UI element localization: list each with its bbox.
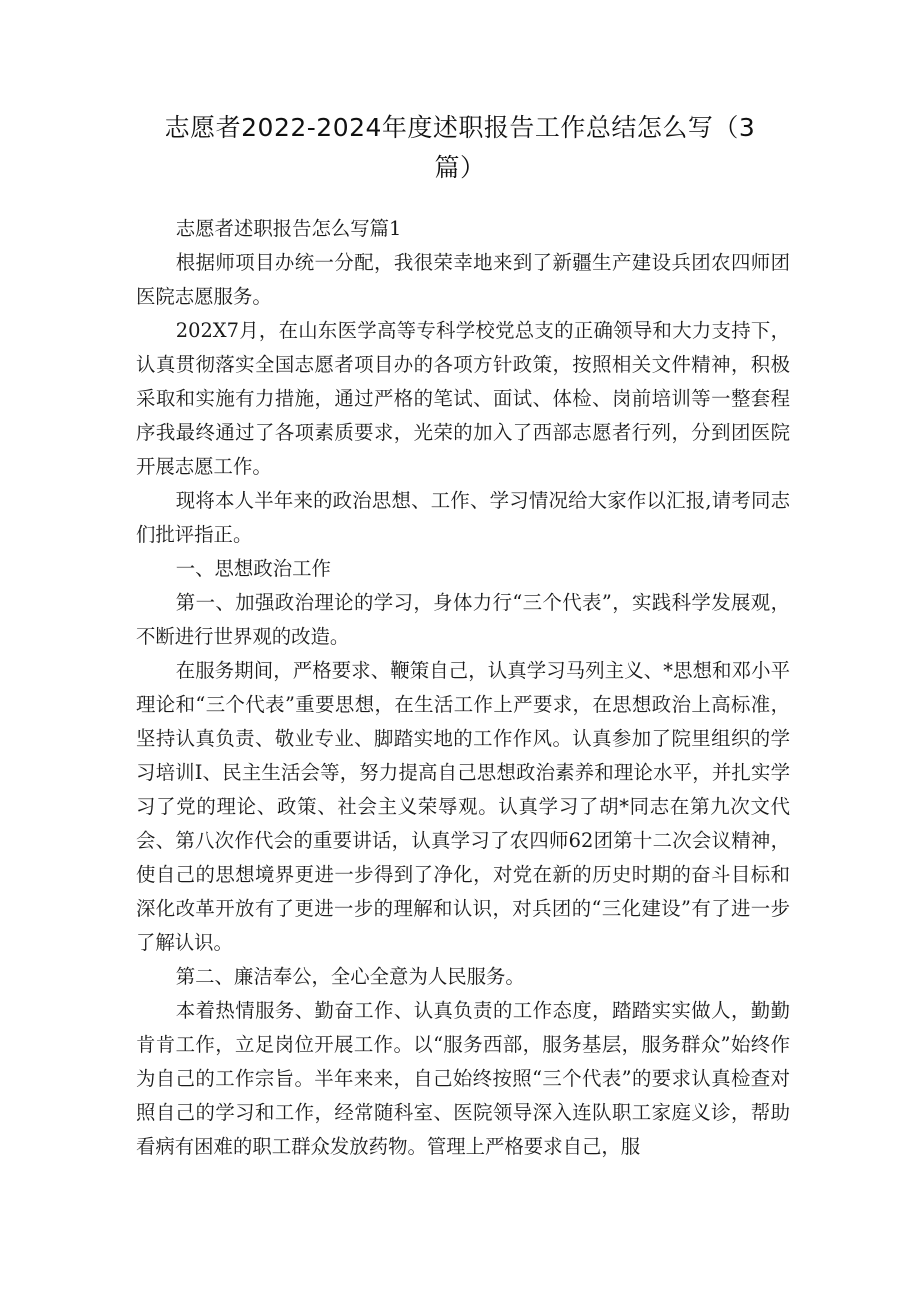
section-heading: 志愿者述职报告怎么写篇1 xyxy=(175,217,402,240)
paragraph: 根据师项目办统一分配，我很荣幸地来到了新疆生产建设兵团农四师团医院志愿服务。 xyxy=(136,251,790,308)
paragraph: 在服务期间，严格要求、鞭策自己，认真学习马列主义、*思想和邓小平理论和“三个代表”重要思想，在生活工作上严要求，在思想政治上高标准，坚持认真负责、敬业专业、脚踏实地的工作作风。认真参加了院里组织的学习培训I、民主生活会等，努力提高自己思想政治素养和理论水平，并扎实学习了党的理论、政策、社会主义荣辱观。认真学习了胡*同志在第九次文代会、第八次作代会的重要讲话，认真学习了农四师62团第十二次会议精神，使自己的思想境界更进一步得到了净化，对党在新的历史时期的奋斗目标和深化改革开放有了更进一步的理解和认识，对兵团的“三化建设”有了进一步了解认识。 xyxy=(136,659,790,954)
section-heading: 一、思想政治工作 xyxy=(175,557,331,580)
paragraph: 第一、加强政治理论的学习，身体力行“三个代表”，实践科学发展观，不断进行世界观的改造。 xyxy=(136,591,790,648)
document-title: 志愿者2022-2024年度述职报告工作总结怎么写（3篇） xyxy=(164,113,756,182)
paragraph: 202X7月，在山东医学高等专科学校党总支的正确领导和大力支持下，认真贯彻落实全国志愿者项目办的各项方针政策，按照相关文件精神，积极采取和实施有力措施，通过严格的笔试、面试、体检、岗前培训等一整套程序我最终通过了各项素质要求，光荣的加入了西部志愿者行列，分到团医院开展志愿工作。 xyxy=(136,319,790,478)
paragraph: 第二、廉洁奉公，全心全意为人民服务。 xyxy=(175,965,525,988)
paragraph: 本着热情服务、勤奋工作、认真负责的工作态度，踏踏实实做人，勤勤肯肯工作，立足岗位开展工作。以“服务西部，服务基层，服务群众”始终作为自己的工作宗旨。半年来来，自己始终按照“三个代表”的要求认真检查对照自己的学习和工作，经常随科室、医院领导深入连队职工家庭义诊，帮助看病有困难的职工群众发放药物。管理上严格要求自己，服 xyxy=(136,999,790,1158)
paragraph: 现将本人半年来的政治思想、工作、学习情况给大家作以汇报,请考同志们批评指正。 xyxy=(136,489,790,546)
document-body xyxy=(136,212,790,1164)
